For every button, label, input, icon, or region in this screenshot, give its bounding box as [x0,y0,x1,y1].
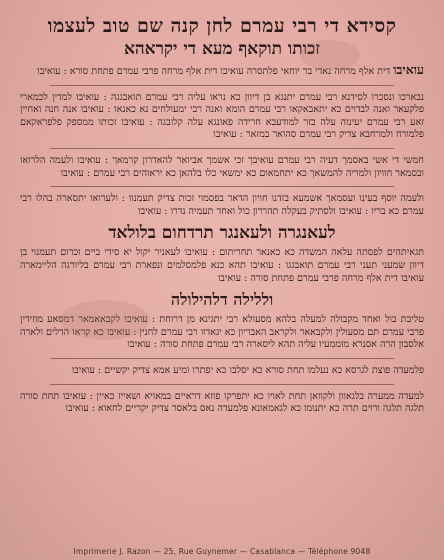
section-2-paragraph-3 [20,391,424,416]
paragraph-4 [20,193,424,218]
paragraph-text: נבארכו ונסכרו לסידנא רבי עמרם יתנגא בן דיוון כא נראו עליה רבי עמרם תואבגגה : עואיבו למדין לכמארי פלקעאר ואנה לבדוים כא יתאבאקאו רבי עמרם הומא ואנה רבי ימעולחים נא כאנאו : עואיבו אנה חנה ואחיין זאע רבי עמרם יעינוה עלה בזר למודעבא חרידה פאונגא עלה קלובגה : עואיבו זכותו ממספק פלפראקאם פלמורח ולמרחבא צדיק רבי עמרם סהואר במזאר : עואיבו [20,91,424,141]
title-line-1: קסידא די רבי עמרם לחן קנה שם טוב לעצמו [47,15,397,37]
divider [50,186,394,187]
divider [50,358,394,359]
paragraph-text: למעדה ממערה בלגאוון ולקוואן תחת לאויו כא יתפרקו פוזא דראיים במאויא ושאייז כאיין : עואיבו תחת סורה תלגה תלגה ורוים תרה כא יתנומו כא לגאמאונא פלמעדה נאס בלאסר צדיק יקריים לחאוא : עואיבו [20,390,424,415]
paragraph-lead: עואיבו [393,62,424,77]
paragraph-text: תגאיתהים לפסתה עלאה המשדה כא כאנאר תחריתום : עואיבו לעאניר יקול יא סידי ביים וכרום תעמנוי בן דיוון שמעני תעני רבי עמרם תואבגגו : עואיבו תהא כנא פלמסלמים ונפארת רבי עמרם בליורגה הליימארה עואיבו דית אלף מרחה פרבי עמרם פתחת סורה : עואיבו [20,247,424,284]
paragraph-3 [20,155,424,180]
paragraph-text: ולעמה יוסף בעינו ועסמאך אשמעא בזדנו חויון הדאר בפסמוי זכות צדיק תעמנוו : ולערואו יתסארה בהלו רבי עמרם כא בריו : עואיבו ולסתיק בעקלה תהררון כול ואחד תעמיה נדרו : עואיבו [20,193,424,217]
paragraph-text: דית אלף מרחה נאדי בר יוחאי פלתסרה עואיבו דית אלף מרחה פרבי עמרם פתחת סורא : עואיבו [37,66,391,77]
paragraph-2 [20,92,424,142]
divider [50,148,394,149]
paper-stain [60,300,150,340]
paper-stain [300,40,360,70]
printer-footer: Imprimerie J. Razon — 25, Rue Guynemer — Casablanca — Téléphone 9048 [73,547,371,556]
paragraph-1 [20,64,424,79]
divider [50,85,394,86]
section-heading-2: וללילה דלהילולה [170,290,274,310]
title-line-2: זכותו תוקאף מעא די יקראהא [123,39,321,59]
section-1-paragraph [20,247,424,285]
paragraph-text: טליבת בול ואחד מקבולה למעלה בלהא מסעולא רבי יתגינא מן דרוחת : עואיבו לקבאאמאר דמסאע מוזידין פרבי עמרם תם מסעולין ולקבאאר ולקראב האבריון כא יגאדוו רבי עמרם לחנין : עואיבו כא קראו הדלים ולארה אלסבון הרה אסנרא מוממעיו עליה תהא ליסארה רבי עמרם פתחת סורה : עואיבו [20,314,424,351]
divider [50,384,394,385]
paragraph-text: פלמעדה פוצת לגרסא כא נעלמו תחת סורא כא יסלבו כא יפתרו ומיע אמא צדיק יקשיים : עואיבו [71,364,424,376]
section-2-paragraph-2 [20,365,424,378]
section-heading-1: לעאנגרה ולעאנגר תרדחום בלולאד [108,223,336,244]
paragraph-text: חמשי די אשי באסמך דעיה רבי עמרם עואיבך זכי אשמך אביואר להאדרון קרמאך : עואיבו ולעמה הלרואו ובסמאר חוויון ולמריה להמשאך כא יתחמאום כא ימשאי כלו בלהאן כא יראוהים רבי עמרם : עואיבו [20,154,424,179]
